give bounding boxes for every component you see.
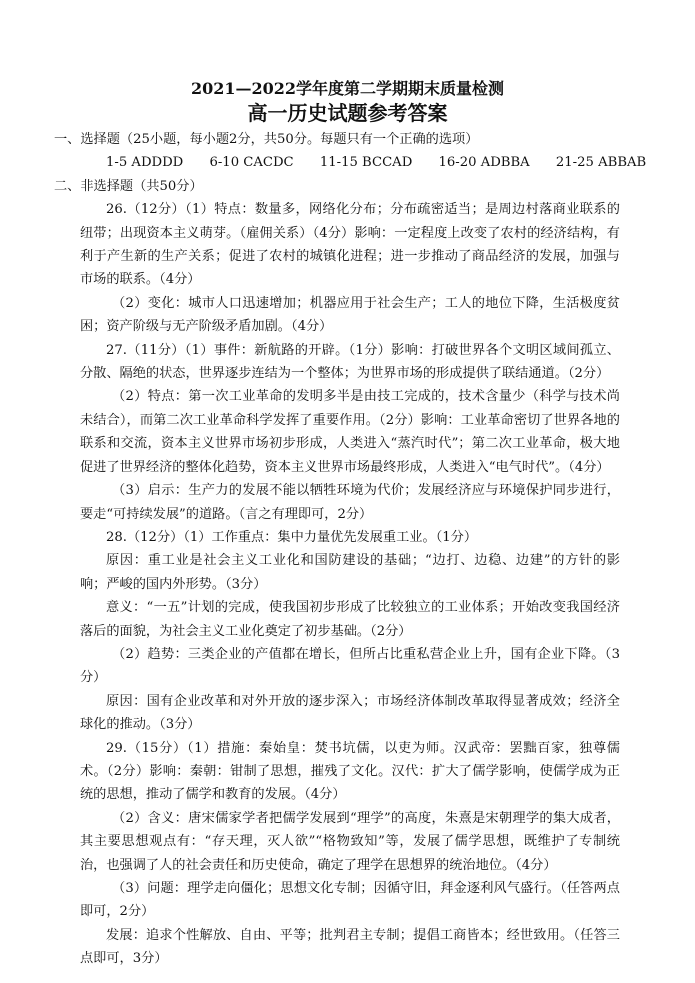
answer-group: 21-25 ABBAB bbox=[555, 155, 647, 171]
q29-part1: 29.（15分）（1）措施：秦始皇：焚书坑儒，以吏为师。汉武帝：罢黜百家，独尊儒术。（2分）影响：秦朝：钳制了思想，摧残了文化。汉代：扩大了儒学影响，使儒学成为正统的思想，推动了儒学和教育的发展。（4分） bbox=[80, 740, 620, 803]
q28-significance: 意义：“一五”计划的完成，使我国初步形成了比较独立的工业体系；开始改变我国经济落后的面貌，为社会主义工业化奠定了初步基础。（2分） bbox=[80, 600, 620, 639]
q26-part1: 26.（12分）（1）特点：数量多，网络化分布；分布疏密适当；是周边村落商业联系的纽带；出现资本主义萌芽。（雇佣关系）（4分）影响：一定程度上改变了农村的经济结构，有利于产生新的生产关系；促进了农村的城镇化进程；进一步推动了商品经济的发展，加强与市场的联系。（4分） bbox=[80, 202, 620, 288]
choice-answers bbox=[80, 151, 647, 174]
answer-group: 11-15 BCCAD bbox=[319, 155, 413, 171]
q28-reason: 原因：重工业是社会主义工业化和国防建设的基础；“边打、边稳、边建”的方针的影响；严峻的国内外形势。（3分） bbox=[80, 553, 620, 592]
q27-part2: （2）特点：第一次工业革命的发明多半是由技工完成的，技术含量少（科学与技术尚未结合），而第二次工业革命科学发挥了重要作用。（2分）影响：工业革命密切了世界各地的联系和交流，资本主义世界市场初步形成，人类进入“蒸汽时代”；第二次工业革命，极大地促进了世界经济的整体化趋势，资本主义世界市场最终形成，人类进入“电气时代”。（4分） bbox=[80, 389, 620, 475]
exam-title: 2021—2022学年度第二学期期末质量检测 bbox=[190, 79, 505, 98]
q27-part3: （3）启示：生产力的发展不能以牺牲环境为代价；发展经济应与环境保护同步进行，要走“可持续发展”的道路。（言之有理即可，2分） bbox=[80, 483, 620, 522]
section1-heading: 一、选择题（25小题，每小题2分，共50分。每题只有一个正确的选项） bbox=[54, 132, 479, 147]
q28-part2-reason: 原因：国有企业改革和对外开放的逐步深入；市场经济体制改革取得显著成效；经济全球化的推动。（3分） bbox=[80, 693, 620, 733]
answer-group: 6-10 CACDC bbox=[209, 155, 294, 171]
q29-part2: （2）含义：唐宋儒家学者把儒学发展到“理学”的高度，朱熹是宋朝理学的集大成者，其主要思想观点有：“存天理，灭人欲”“格物致知”等，发展了儒学思想，既维护了专制统治，也强调了人的社会责任和历史使命，确定了理学在思想界的统治地位。（4分） bbox=[80, 810, 620, 873]
q27-part1: 27.（11分）（1）事件：新航路的开辟。（1分）影响：打破世界各个文明区域间孤立、分散、隔绝的状态，世界逐步连结为一个整体；为世界市场的形成提供了联结通道。（2分） bbox=[80, 342, 620, 382]
answer-group: 1-5 ADDDD bbox=[106, 155, 184, 171]
page-subtitle: 高一历史试题参考答案 bbox=[247, 101, 448, 125]
section2-heading: 二、非选择题（共50分） bbox=[54, 178, 203, 194]
answer-body bbox=[54, 128, 647, 971]
q29-development: 发展：追求个性解放、自由、平等；批判君主专制；提倡工商皆本；经世致用。（任答三点即可，3分） bbox=[80, 927, 620, 967]
answer-group: 16-20 ADBBA bbox=[438, 155, 530, 171]
q26-part2: （2）变化：城市人口迅速增加；机器应用于社会生产；工人的地位下降，生活极度贫困；资产阶级与无产阶级矛盾加剧。（4分） bbox=[80, 295, 620, 335]
q28-part1: 28.（12分）（1）工作重点：集中力量优先发展重工业。（1分） bbox=[106, 529, 478, 545]
q29-part3: （3）问题：理学走向僵化；思想文化专制；因循守旧，拜金逐利风气盛行。（任答两点即可，2分） bbox=[80, 881, 620, 920]
q28-part2: （2）趋势：三类企业的产值都在增长，但所占比重私营企业上升，国有企业下降。（3分） bbox=[80, 646, 620, 686]
